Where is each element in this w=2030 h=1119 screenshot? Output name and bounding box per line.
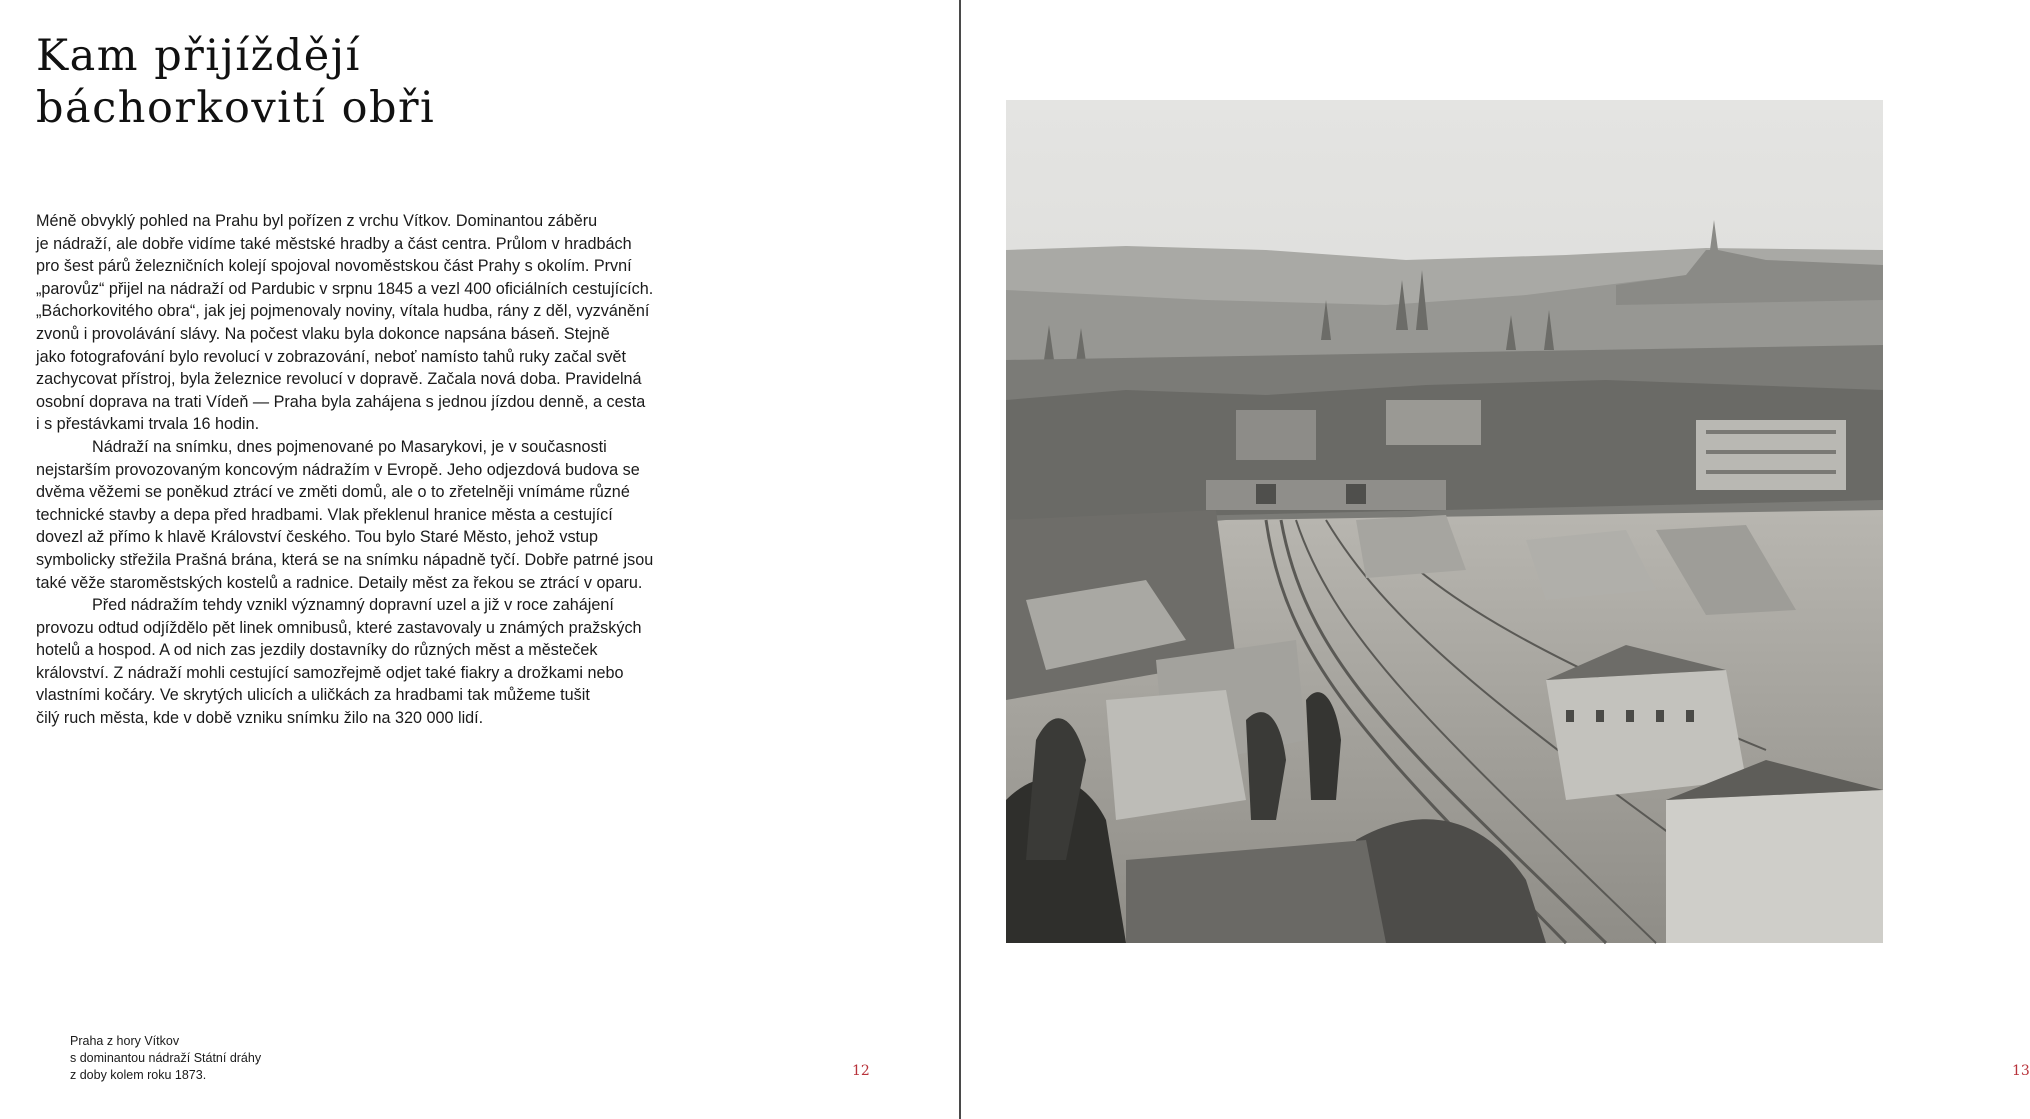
text-line: symbolicky střežila Prašná brána, která se na snímku nápadně tyčí. Dobře patrné jsou — [36, 550, 654, 569]
text-line: dvěma věžemi se poněkud ztrácí ve změti domů, ale o to zřetelněji vnímáme různé — [36, 483, 630, 502]
caption-line: z doby kolem roku 1873. — [70, 1068, 207, 1082]
text-line: nejstarším provozovaným koncovým nádražím v Evropě. Jeho odjezdová budova se — [36, 460, 640, 479]
text-line: pro šest párů železničních kolejí spojoval novoměstskou část Prahy s okolím. První — [36, 257, 632, 276]
text-line: také věže staroměstských kostelů a radnice. Detaily měst za řekou se ztrácí v oparu. — [36, 573, 643, 592]
text-line: jako fotografování bylo revolucí v zobrazování, neboť namísto tahů ruky začal svět — [36, 347, 627, 366]
title-line-1: Kam přijíždějí — [36, 31, 361, 81]
page-number-left: 12 — [852, 1063, 870, 1079]
left-page — [0, 0, 959, 1119]
text-line: provozu odtud odjíždělo pět linek omnibusů, které zastavovaly u známých pražských — [36, 618, 642, 637]
text-line: čilý ruch města, kde v době vzniku snímku žilo na 320 000 lidí. — [36, 709, 484, 728]
body-text — [36, 210, 692, 730]
text-line: zvonů i provolávání slávy. Na počest vlaku byla dokonce napsána báseň. Stejně — [36, 324, 610, 343]
historical-photo-prague — [1006, 100, 1883, 943]
caption-line: Praha z hory Vítkov — [70, 1034, 180, 1048]
text-line: „Báchorkovitého obra“, jak jej pojmenovaly noviny, vítala hudba, rány z děl, vyzvánění — [36, 302, 650, 321]
page-number-right: 13 — [2012, 1063, 2030, 1079]
text-line: království. Z nádraží mohli cestující samozřejmě odjet také fiakry a drožkami nebo — [36, 663, 624, 682]
text-line: i s přestávkami trvala 16 hodin. — [36, 415, 260, 434]
text-line: zachycovat přístroj, byla železnice revolucí v dopravě. Začala nová doba. Pravidelná — [36, 370, 642, 389]
text-line: Před nádražím tehdy vznikl významný dopravní uzel a již v roce zahájení — [92, 596, 614, 615]
text-line: „parovůz“ přijel na nádraží od Pardubic v srpnu 1845 a vezl 400 oficiálních cestujících. — [36, 279, 654, 298]
text-line: Nádraží na snímku, dnes pojmenované po Masarykovi, je v současnosti — [92, 437, 607, 456]
text-line: je nádraží, ale dobře vidíme také městské hradby a část centra. Průlom v hradbách — [36, 234, 632, 253]
text-line: dovezl až přímo k hlavě Království českého. Tou bylo Staré Město, jehož vstup — [36, 528, 599, 547]
photo-caption — [70, 1033, 261, 1084]
text-line: technické stavby a depa před hradbami. Vlak překlenul hranice města a cestující — [36, 505, 613, 524]
text-line: osobní doprava na trati Vídeň — Praha byla zahájena s jednou jízdou denně, a cesta — [36, 392, 646, 411]
page-title — [36, 30, 435, 134]
text-line: hotelů a hospod. A od nich zas jezdily dostavníky do různých měst a městeček — [36, 641, 598, 660]
text-line: vlastními kočáry. Ve skrytých ulicích a uličkách za hradbami tak můžeme tušit — [36, 686, 590, 705]
title-line-2: báchorkovití obři — [36, 83, 436, 133]
caption-line: s dominantou nádraží Státní dráhy — [70, 1051, 262, 1065]
text-line: Méně obvyklý pohled na Prahu byl pořízen z vrchu Vítkov. Dominantou záběru — [36, 212, 598, 230]
